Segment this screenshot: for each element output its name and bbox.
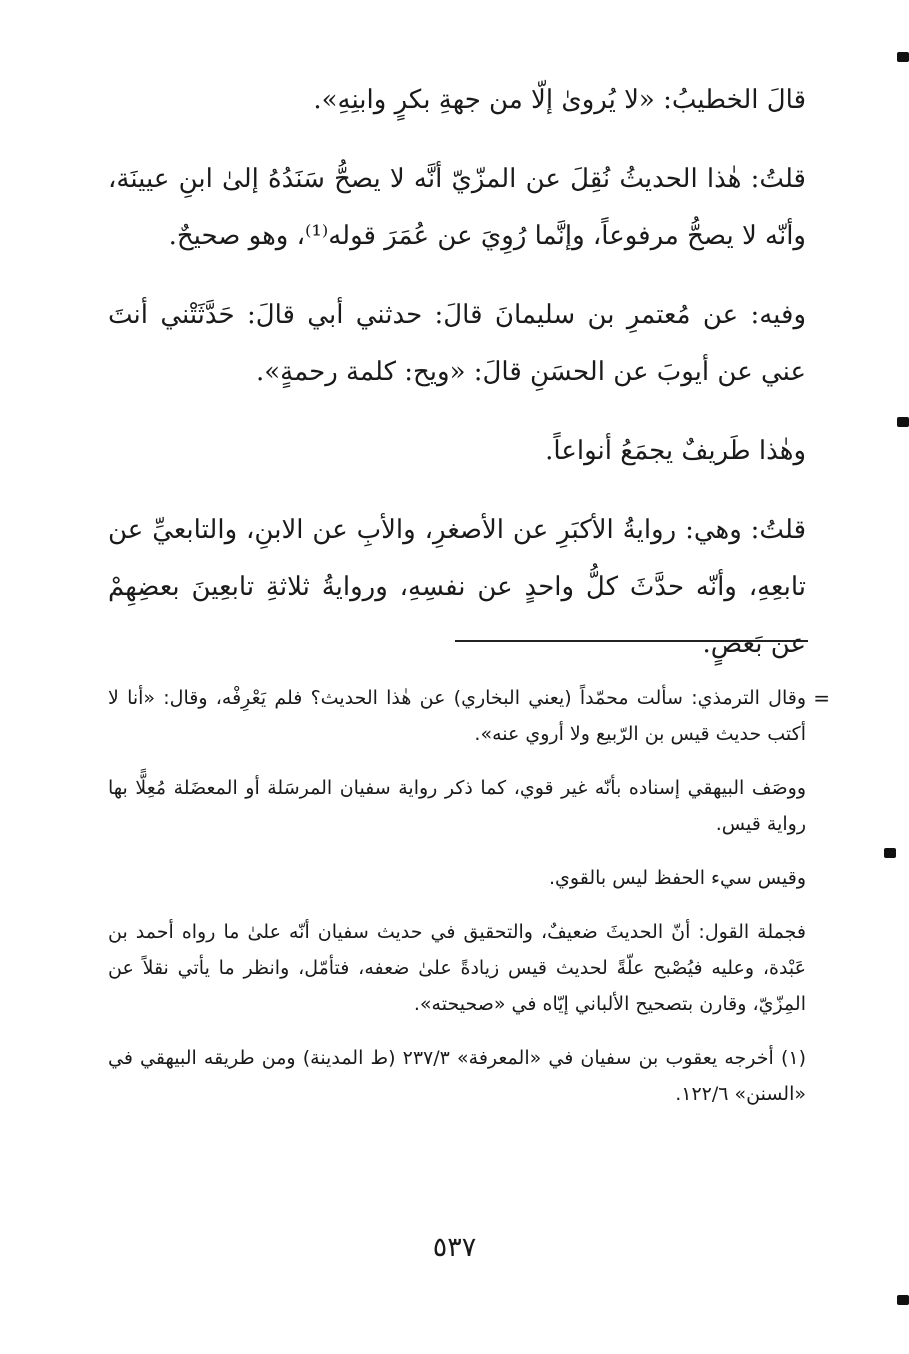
page-number: ٥٣٧ [432, 1232, 477, 1263]
footnote-paragraph-tirmidhi [108, 680, 830, 752]
paragraph-mutamir-narration: وفيه: عن مُعتمرِ بن سليمانَ قالَ: حدثني أبي قالَ: حَدَّثَتْني أنتَ عني عن أيوبَ عن الحسَنِ قالَ: «ويح: كلمة رحمةٍ». [108, 300, 806, 387]
paragraph-tarif-note: وهٰذا طَريفٌ يجمَعُ أنواعاً. [545, 436, 806, 466]
footnote-separator-rule [455, 640, 808, 642]
margin-mark-bottom [897, 1295, 909, 1305]
footnote-text-tirmidhi: وقال الترمذي: سألت محمّداً (يعني البخاري) عن هٰذا الحديث؟ فلم يَعْرِفْه، وقال: «أنا لا أكتب حديث قيس بن الرّبيع ولا أروي عنه». [108, 687, 806, 745]
margin-mark-middle [897, 417, 909, 427]
margin-mark-lower [884, 848, 896, 858]
main-text [108, 72, 806, 695]
continuation-mark: = [813, 686, 830, 710]
footnote-1: (١) أخرجه يعقوب بن سفيان في «المعرفة» ٢٣٧/٣ (ط المدينة) ومن طريقه البيهقي في «السنن» ١٢٢/٦. [108, 1047, 806, 1105]
margin-mark-top [897, 52, 909, 62]
footnotes-section [108, 680, 830, 1130]
paragraph-riwaya-types: قلتُ: وهي: روايةُ الأكبَرِ عن الأصغرِ، والأبِ عن الابنِ، والتابعيِّ عن تابعِهِ، وأنّه حدَّثَ كلُّ واحدٍ عن نفسِهِ، وروايةُ ثلاثةِ تابعِينَ بعضِهِمْ عن بَعضٍ. [108, 515, 806, 659]
paragraph-mizzi-comment: قلتُ: هٰذا الحديثُ نُقِلَ عن المزّيّ أنَّه لا يصحُّ سَنَدُهُ إلىٰ ابنِ عيينَة، وأنّه لا يصحُّ مرفوعاً، وإنَّما رُوِيَ عن عُمَرَ قوله⁽¹⁾، وهو صحيحٌ. [108, 164, 806, 251]
paragraph-khatib-quote: قالَ الخطيبُ: «لا يُروىٰ إلّا من جهةِ بكرٍ وابنِهِ». [313, 85, 806, 115]
footnote-paragraph-conclusion: فجملة القول: أنّ الحديثَ ضعيفٌ، والتحقيق في حديث سفيان أنّه علىٰ ما رواه أحمد بن عَبْدة، وعليه فيُصْبح علّةً لحديث قيس زيادةً علىٰ ضعفه، فتأمّل، وانظر ما يأتي نقلاً عن المِزّيّ، وقارن بتصحيح الألباني إيّاه في «صحيحته». [108, 921, 806, 1015]
footnote-paragraph-bayhaqi: ووصَف البيهقي إسناده بأنّه غير قوي، كما ذكر رواية سفيان المرسَلة أو المعضَلة مُعِلًّا بها رواية قيس. [108, 777, 806, 835]
footnote-paragraph-qays: وقيس سيء الحفظ ليس بالقوي. [549, 867, 806, 889]
